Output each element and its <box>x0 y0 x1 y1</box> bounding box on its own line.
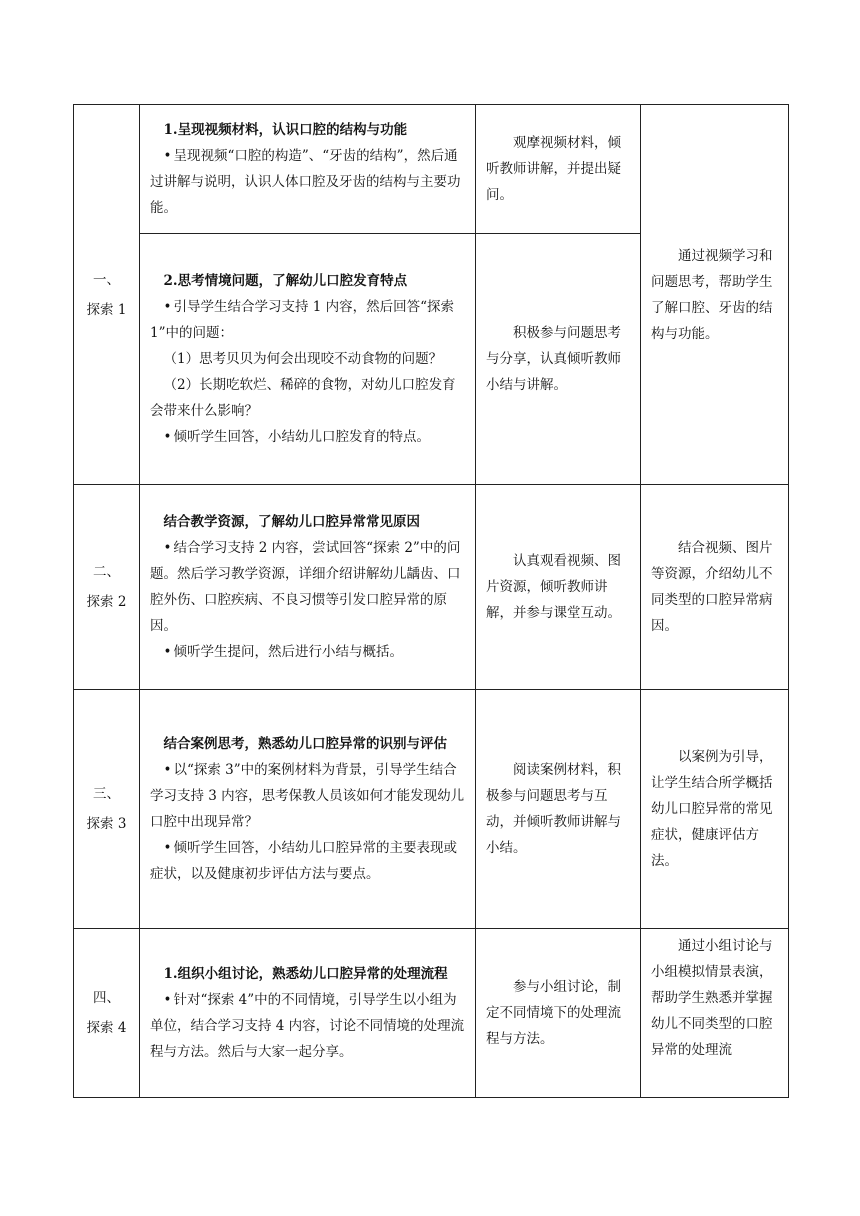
stage-number: 二、 <box>93 564 120 580</box>
teacher-activity-cell <box>140 234 476 485</box>
activity-point: • 以“探索 3”中的案例材料为背景，引导学生结合学习支持 3 内容，思考保教人员该如何才能发现幼儿口腔中出现异常？ <box>150 762 465 830</box>
activity-point: • 倾听学生回答，小结幼儿口腔发育的特点。 <box>163 429 430 445</box>
stage-cell <box>74 929 140 1098</box>
activity-title: 1.呈现视频材料，认识口腔的结构与功能 <box>163 122 408 138</box>
table-row <box>74 105 789 234</box>
table-row <box>74 929 789 1098</box>
design-intent-text: 通过小组讨论与小组模拟情景表演，帮助学生熟悉并掌握幼儿不同类型的口腔异常的处理流 <box>651 938 773 1058</box>
activity-point: • 引导学生结合学习支持 1 内容，然后回答“探索 1”中的问题： <box>150 299 455 341</box>
design-intent-cell <box>641 929 789 1098</box>
teacher-activity-cell <box>140 485 476 690</box>
activity-point: • 针对“探索 4”中的不同情境，引导学生以小组为单位，结合学习支持 4 内容，讨论不同情境的处理流程与方法。然后与大家一起分享。 <box>150 992 465 1060</box>
teacher-activity-cell <box>140 929 476 1098</box>
stage-name: 探索 4 <box>86 1020 127 1036</box>
stage-name: 探索 1 <box>86 301 127 318</box>
student-activity-cell: 参与小组讨论，制定不同情境下的处理流程与方法。 <box>476 929 641 1098</box>
activity-point: • 倾听学生回答，小结幼儿口腔异常的主要表现或症状，以及健康初步评估方法与要点。 <box>150 840 457 882</box>
stage-name: 探索 2 <box>86 594 127 610</box>
teacher-activity-cell <box>140 105 476 234</box>
activity-title: 1.组织小组讨论，熟悉幼儿口腔异常的处理流程 <box>163 966 448 982</box>
activity-title: 结合案例思考，熟悉幼儿口腔异常的识别与评估 <box>163 736 447 752</box>
design-intent-cell: 通过视频学习和问题思考，帮助学生了解口腔、牙齿的结构与功能。 <box>641 105 789 485</box>
table-row <box>74 690 789 929</box>
design-intent-cell: 以案例为引导，让学生结合所学概括幼儿口腔异常的常见症状，健康评估方法。 <box>641 690 789 929</box>
stage-number: 三、 <box>93 786 120 802</box>
stage-cell <box>74 690 140 929</box>
student-activity-cell: 认真观看视频、图片资源，倾听教师讲解，并参与课堂互动。 <box>476 485 641 690</box>
design-intent-cell: 结合视频、图片等资源，介绍幼儿不同类型的口腔异常病因。 <box>641 485 789 690</box>
activity-title: 结合教学资源，了解幼儿口腔异常常见原因 <box>163 514 420 530</box>
activity-point: （2）长期吃软烂、稀碎的食物，对幼儿口腔发育会带来什么影响？ <box>150 377 456 419</box>
teacher-activity-cell <box>140 690 476 929</box>
activity-title: 2.思考情境问题，了解幼儿口腔发育特点 <box>163 273 408 289</box>
activity-point: （1）思考贝贝为何会出现咬不动食物的问题？ <box>163 351 443 367</box>
activity-point: • 倾听学生提问，然后进行小结与概括。 <box>163 644 403 660</box>
student-activity-cell: 阅读案例材料，积极参与问题思考与互动，并倾听教师讲解与小结。 <box>476 690 641 929</box>
student-activity-cell: 观摩视频材料，倾听教师讲解，并提出疑问。 <box>476 105 641 234</box>
stage-number: 一、 <box>93 271 120 288</box>
activity-point: • 呈现视频“口腔的构造”、“牙齿的结构”，然后通过讲解与说明，认识人体口腔及牙齿的结构与主要功能。 <box>150 148 461 216</box>
stage-name: 探索 3 <box>86 816 127 832</box>
stage-number: 四、 <box>93 990 120 1006</box>
table-row <box>74 485 789 690</box>
stage-cell <box>74 485 140 690</box>
student-activity-cell: 积极参与问题思考与分享，认真倾听教师小结与讲解。 <box>476 234 641 485</box>
lesson-plan-table <box>73 104 789 1098</box>
stage-cell <box>74 105 140 485</box>
activity-point: • 结合学习支持 2 内容，尝试回答“探索 2”中的问题。然后学习教学资源，详细介绍讲解幼儿龋齿、口腔外伤、口腔疾病、不良习惯等引发口腔异常的原因。 <box>150 540 461 634</box>
